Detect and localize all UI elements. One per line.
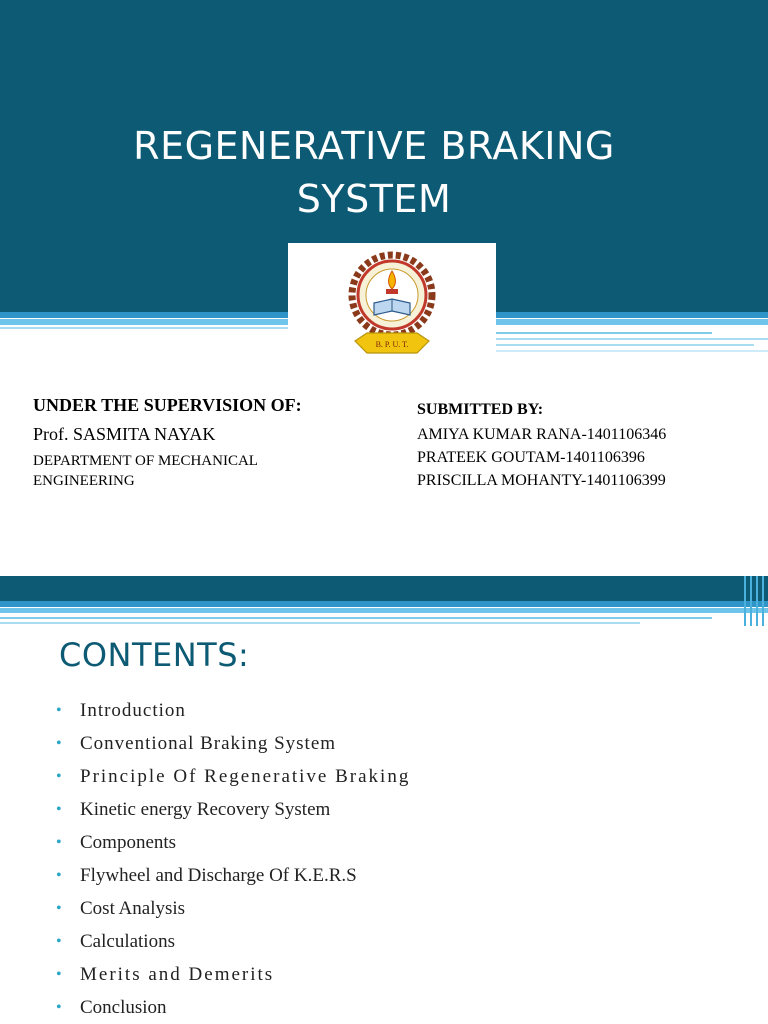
stripe-right-3 xyxy=(496,332,712,334)
submitted-by-block xyxy=(417,401,757,492)
contents-stripe-3 xyxy=(0,617,712,619)
bput-emblem-icon xyxy=(347,243,437,365)
list-item: • Components xyxy=(56,831,177,853)
list-item: • Calculations xyxy=(56,930,175,952)
list-item: • Principle Of Regenerative Braking xyxy=(56,765,411,787)
team-member: PRATEEK GOUTAM-1401106396 xyxy=(417,449,645,466)
contents-tick xyxy=(756,576,758,626)
logo-banner-text: B. P. U. T. xyxy=(375,340,409,349)
submitted-heading: SUBMITTED BY: xyxy=(417,401,544,418)
bullet-icon: • xyxy=(56,800,62,818)
stripe-right-5 xyxy=(496,344,754,346)
stripe-right-4 xyxy=(496,338,768,340)
title-line-1: REGENERATIVE BRAKING xyxy=(133,124,615,168)
list-item: • Kinetic energy Recovery System xyxy=(56,798,331,820)
contents-stripe-1 xyxy=(0,601,768,607)
bullet-icon: • xyxy=(56,767,62,785)
team-member: AMIYA KUMAR RANA-1401106346 xyxy=(417,426,667,443)
contents-stripe-4 xyxy=(0,622,640,624)
bullet-icon: • xyxy=(56,833,62,851)
list-item: • Conventional Braking System xyxy=(56,732,337,754)
bullet-icon: • xyxy=(56,998,62,1016)
stripe-left-3 xyxy=(0,327,288,329)
stripe-right-6 xyxy=(496,350,768,352)
stripe-right-1 xyxy=(496,312,768,318)
list-item: • Introduction xyxy=(56,699,186,721)
bullet-icon: • xyxy=(56,734,62,752)
list-item: • Conclusion xyxy=(56,996,167,1018)
supervisor-name: Prof. SASMITA NAYAK xyxy=(33,424,216,444)
stripe-left-2 xyxy=(0,319,288,325)
supervisor-heading: UNDER THE SUPERVISION OF: xyxy=(33,395,302,415)
contents-tick xyxy=(744,576,746,626)
bullet-icon: • xyxy=(56,932,62,950)
contents-list xyxy=(56,694,410,1024)
bullet-icon: • xyxy=(56,701,62,719)
bullet-icon: • xyxy=(56,899,62,917)
contents-slide xyxy=(0,576,768,1024)
presentation-title xyxy=(84,120,664,226)
team-member: PRISCILLA MOHANTY-1401106399 xyxy=(417,472,666,489)
university-logo xyxy=(288,243,496,365)
contents-title: CONTENTS: xyxy=(59,636,250,674)
bullet-icon: • xyxy=(56,965,62,983)
contents-tick xyxy=(750,576,752,626)
contents-header-band xyxy=(0,576,768,601)
contents-tick xyxy=(762,576,764,626)
contents-stripe-2 xyxy=(0,608,768,613)
supervisor-department: DEPARTMENT OF MECHANICAL ENGINEERING xyxy=(33,453,258,489)
supervisor-block xyxy=(33,395,393,491)
stripe-right-2 xyxy=(496,319,768,325)
bullet-icon: • xyxy=(56,866,62,884)
list-item: • Flywheel and Discharge Of K.E.R.S xyxy=(56,864,357,886)
stripe-left-1 xyxy=(0,312,288,318)
list-item: • Merits and Demerits xyxy=(56,963,275,985)
title-line-2: SYSTEM xyxy=(296,177,452,221)
list-item: • Cost Analysis xyxy=(56,897,186,919)
